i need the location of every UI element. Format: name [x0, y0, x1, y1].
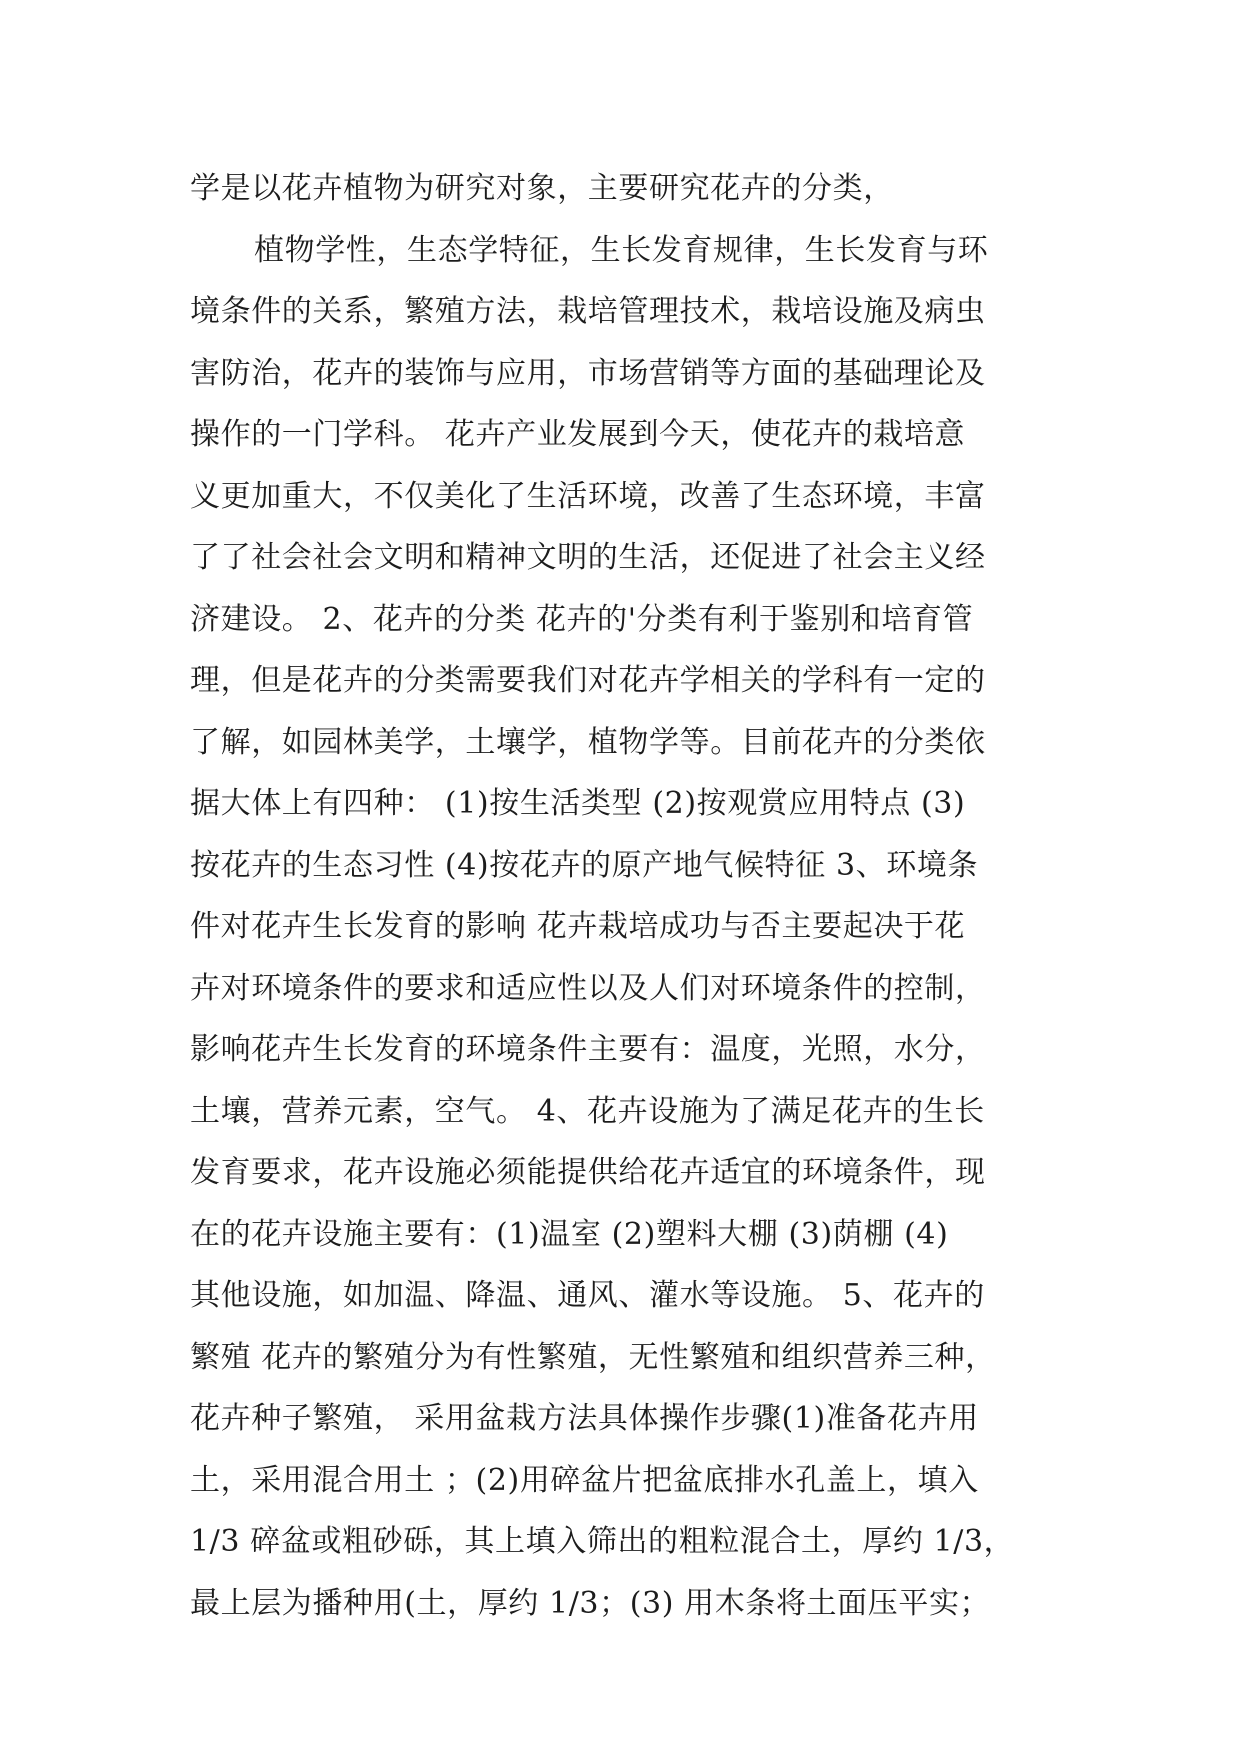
text-line-12: 按花卉的生态习性 (4)按花卉的原产地气候特征 3、环境条	[190, 847, 979, 883]
text-line-24: 最上层为播种用(土，厚约 1/3；(3) 用木条将土面压平实；	[190, 1585, 991, 1621]
text-line-1: 学是以花卉植物为研究对象，主要研究花卉的分类，	[190, 171, 894, 206]
text-line-6: 义更加重大，不仅美化了生活环境，改善了生态环境，丰富	[190, 478, 986, 514]
text-line-11: 据大体上有四种： (1)按生活类型 (2)按观赏应用特点 (3)	[190, 786, 966, 821]
text-line-3: 境条件的关系，繁殖方法，栽培管理技术，栽培设施及病虫	[190, 294, 986, 329]
text-line-8: 济建设。 2、花卉的分类 花卉的'分类有利于鉴别和培育管	[190, 601, 974, 637]
text-line-19: 其他设施，如加温、降温、通风、灌水等设施。 5、花卉的	[190, 1278, 985, 1313]
text-line-21: 花卉种子繁殖， 采用盆栽方法具体操作步骤(1)准备花卉用	[190, 1401, 979, 1436]
text-line-10: 了解，如园林美学，土壤学，植物学等。目前花卉的分类依	[190, 724, 986, 760]
text-line-18: 在的花卉设施主要有：(1)温室 (2)塑料大棚 (3)荫棚 (4)	[190, 1216, 949, 1252]
text-line-15: 影响花卉生长发育的环境条件主要有：温度，光照，水分，	[190, 1032, 986, 1067]
body-text	[190, 158, 1070, 1634]
text-line-5: 操作的一门学科。 花卉产业发展到今天，使花卉的栽培意	[190, 417, 966, 452]
text-line-4: 害防治，花卉的装饰与应用，市场营销等方面的基础理论及	[190, 355, 986, 391]
text-line-22: 土，采用混合用土 ；(2)用碎盆片把盆底排水孔盖上，填入	[190, 1462, 979, 1498]
text-line-17: 发育要求，花卉设施必须能提供给花卉适宜的环境条件，现	[190, 1155, 986, 1190]
text-line-13: 件对花卉生长发育的影响 花卉栽培成功与否主要起决于花	[190, 909, 966, 944]
text-line-2: 植物学性，生态学特征，生长发育规律，生长发育与环	[254, 232, 989, 268]
text-line-23: 1/3 碎盆或粗砂砾，其上填入筛出的粗粒混合土，厚约 1/3，	[190, 1524, 1015, 1559]
text-line-14: 卉对环境条件的要求和适应性以及人们对环境条件的控制，	[190, 970, 986, 1006]
text-line-20: 繁殖 花卉的繁殖分为有性繁殖，无性繁殖和组织营养三种，	[190, 1339, 996, 1375]
text-line-7: 了了社会社会文明和精神文明的生活，还促进了社会主义经	[190, 540, 986, 575]
text-line-16: 土壤，营养元素，空气。 4、花卉设施为了满足花卉的生长	[190, 1093, 985, 1129]
text-line-9: 理，但是花卉的分类需要我们对花卉学相关的学科有一定的	[190, 663, 986, 698]
